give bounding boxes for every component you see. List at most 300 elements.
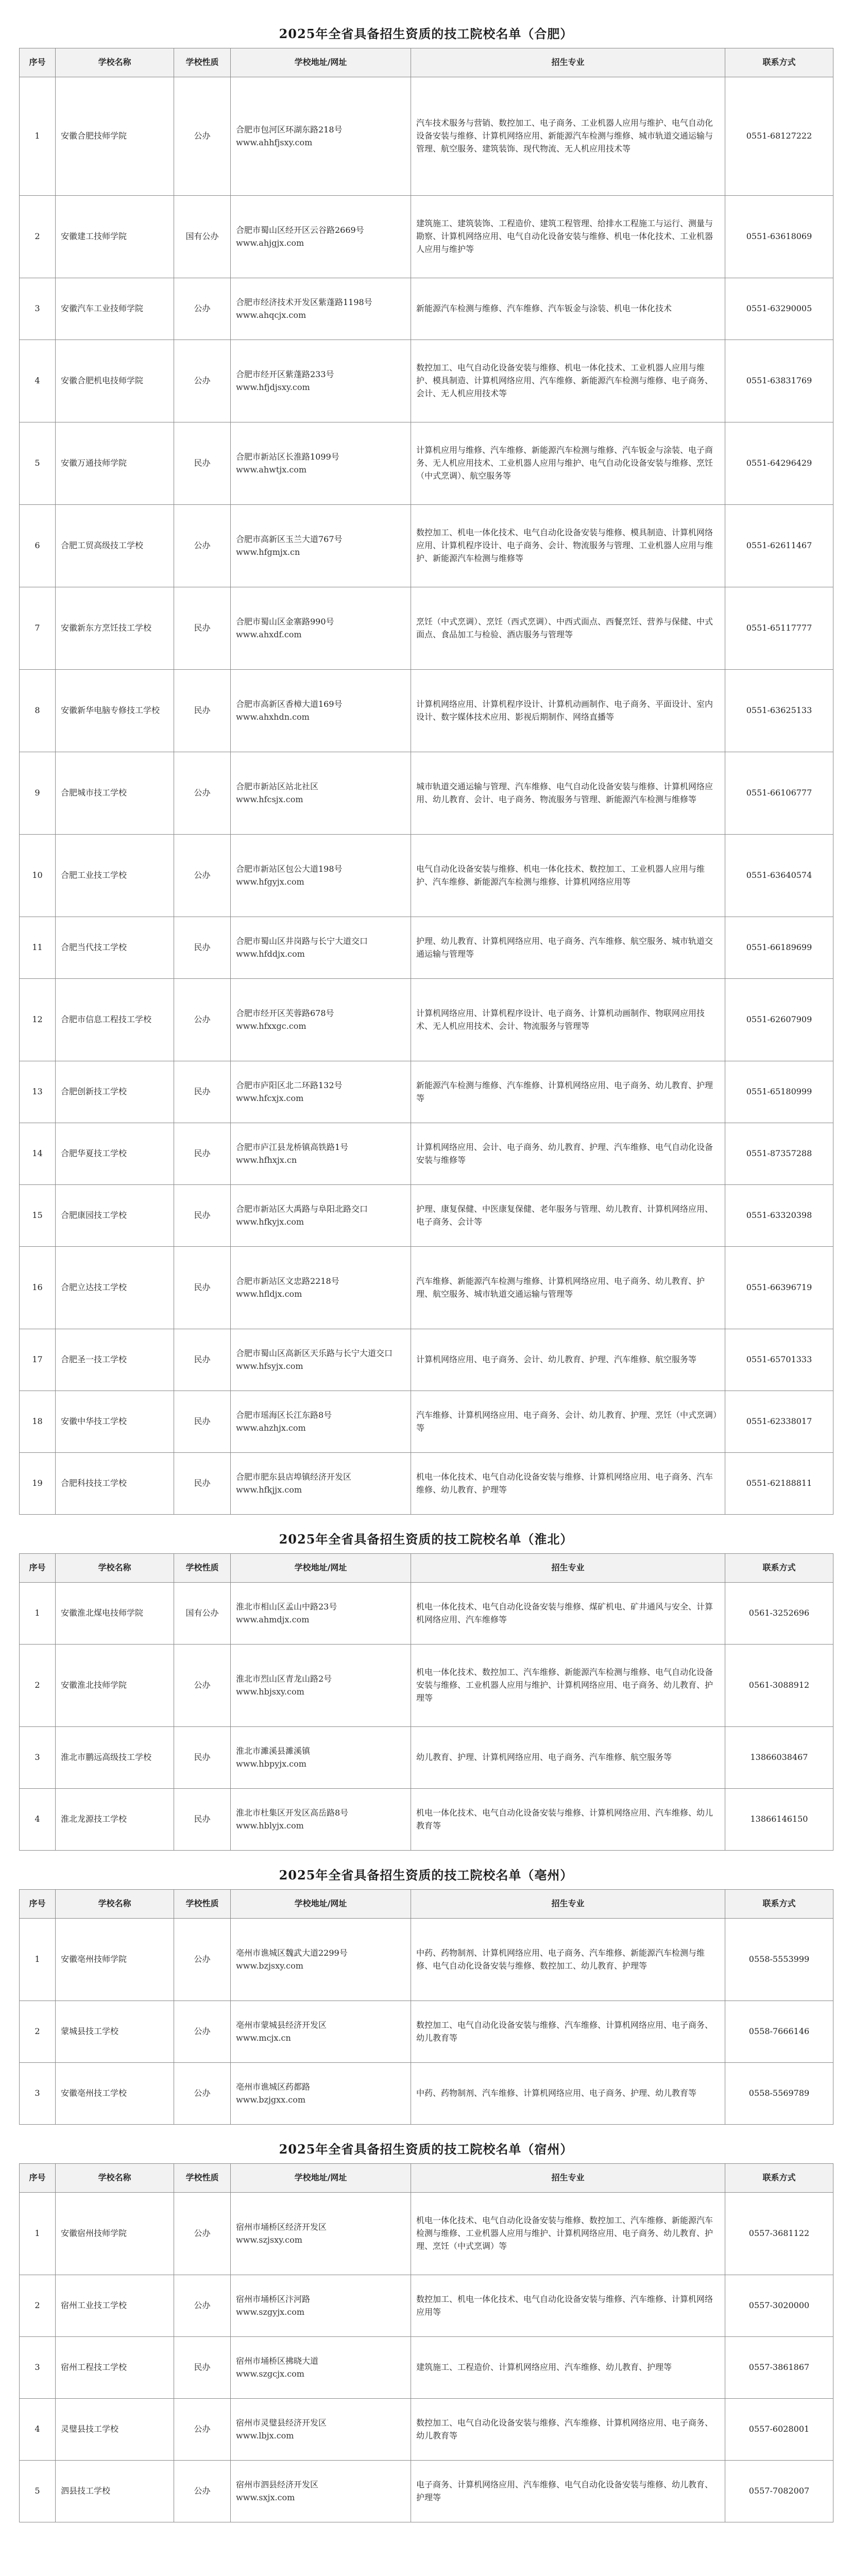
school-website-link[interactable]: www.ahzhjx.com — [236, 1422, 306, 1433]
school-address: 亳州市谯城区魏武大道2299号 — [236, 1947, 348, 1958]
school-website-link[interactable]: www.bzjsxy.com — [236, 1960, 303, 1971]
row-number: 18 — [20, 1391, 56, 1453]
school-website-link[interactable]: www.sxjx.com — [236, 2492, 295, 2502]
header-majors: 招生专业 — [411, 48, 725, 77]
school-nature: 民办 — [174, 422, 231, 505]
school-contact: 0551-63320398 — [725, 1185, 833, 1247]
school-website-link[interactable]: www.ahhfjsxy.com — [236, 137, 313, 147]
row-number: 7 — [20, 587, 56, 670]
school-website-link[interactable]: www.hfjdjsxy.com — [236, 382, 310, 392]
table-row — [20, 1453, 833, 1515]
school-table — [19, 48, 833, 1515]
school-address-cell — [231, 278, 411, 340]
school-nature: 民办 — [174, 2337, 231, 2399]
school-website-link[interactable]: www.hfddjx.com — [236, 948, 305, 959]
school-address: 合肥市瑶海区长江东路8号 — [236, 1410, 332, 1420]
school-nature: 民办 — [174, 1247, 231, 1329]
table-row — [20, 1061, 833, 1123]
header-no: 序号 — [20, 2164, 56, 2193]
row-number: 8 — [20, 670, 56, 752]
table-row — [20, 1919, 833, 2001]
school-name: 安徽合肥技师学院 — [56, 77, 174, 196]
school-contact: 0551-66106777 — [725, 752, 833, 835]
table-row — [20, 1645, 833, 1727]
school-majors: 计算机网络应用、电子商务、会计、幼儿教育、护理、汽车维修、航空服务等 — [411, 1329, 725, 1391]
school-address: 合肥市新站区长淮路1099号 — [236, 451, 339, 462]
school-website-link[interactable]: www.hfkjjx.com — [236, 1484, 302, 1495]
school-majors: 数控加工、电气自动化设备安装与维修、汽车维修、计算机网络应用、电子商务、幼儿教育等 — [411, 2399, 725, 2461]
table-row — [20, 1247, 833, 1329]
school-address: 合肥市新站区站北社区 — [236, 781, 319, 791]
school-address-cell — [231, 670, 411, 752]
school-majors: 汽车维修、计算机网络应用、电子商务、会计、幼儿教育、护理、烹饪（中式烹调）等 — [411, 1391, 725, 1453]
school-name: 安徽淮北技师学院 — [56, 1645, 174, 1727]
school-contact: 0557-6028001 — [725, 2399, 833, 2461]
row-number: 15 — [20, 1185, 56, 1247]
school-address-cell — [231, 1391, 411, 1453]
school-majors: 机电一体化技术、电气自动化设备安装与维修、计算机网络应用、汽车维修、幼儿教育等 — [411, 1789, 725, 1851]
school-majors: 数控加工、电气自动化设备安装与维修、机电一体化技术、工业机器人应用与维护、模具制造、计算机网络应用、汽车维修、新能源汽车检测与维修、电子商务、会计、无人机应用技术等 — [411, 340, 725, 422]
city-section — [19, 2132, 833, 2522]
school-nature: 民办 — [174, 1391, 231, 1453]
row-number: 6 — [20, 505, 56, 587]
school-website-link[interactable]: www.hfcsjx.com — [236, 794, 303, 804]
school-majors: 数控加工、机电一体化技术、电气自动化设备安装与维修、汽车维修、计算机网络应用等 — [411, 2275, 725, 2337]
header-row — [20, 48, 833, 77]
school-nature: 民办 — [174, 1453, 231, 1515]
school-address: 合肥市蜀山区经开区云谷路2669号 — [236, 225, 364, 235]
school-name: 安徽亳州技工学校 — [56, 2063, 174, 2125]
row-number: 3 — [20, 2337, 56, 2399]
school-majors: 数控加工、电气自动化设备安装与维修、汽车维修、计算机网络应用、电子商务、幼儿教育等 — [411, 2001, 725, 2063]
school-website-link[interactable]: www.lbjx.com — [236, 2430, 294, 2441]
school-website-link[interactable]: www.hfgyjx.com — [236, 876, 304, 887]
school-majors: 机电一体化技术、电气自动化设备安装与维修、数控加工、汽车维修、新能源汽车检测与维修、工业机器人应用与维护、计算机网络应用、电子商务、幼儿教育、护理、烹饪（中式烹调）等 — [411, 2193, 725, 2275]
school-website-link[interactable]: www.hbjsxy.com — [236, 1686, 304, 1697]
row-number: 12 — [20, 979, 56, 1061]
header-school-name: 学校名称 — [56, 48, 174, 77]
header-row — [20, 1554, 833, 1583]
table-row — [20, 2461, 833, 2522]
school-address-cell — [231, 1645, 411, 1727]
school-address: 合肥市庐阳区北二环路132号 — [236, 1080, 343, 1090]
row-number: 1 — [20, 1919, 56, 2001]
school-name: 安徽宿州技师学院 — [56, 2193, 174, 2275]
school-name: 淮北市鹏远高级技工学校 — [56, 1727, 174, 1789]
school-nature: 民办 — [174, 1329, 231, 1391]
school-nature: 公办 — [174, 1645, 231, 1727]
school-contact: 0551-63290005 — [725, 278, 833, 340]
header-address: 学校地址/网址 — [231, 2164, 411, 2193]
school-address-cell — [231, 2337, 411, 2399]
city-section — [19, 1858, 833, 2125]
header-contact: 联系方式 — [725, 48, 833, 77]
header-contact: 联系方式 — [725, 1554, 833, 1583]
table-row — [20, 278, 833, 340]
school-website-link[interactable]: www.hfkyjx.com — [236, 1216, 304, 1227]
school-majors: 护理、幼儿教育、计算机网络应用、电子商务、汽车维修、航空服务、城市轨道交通运输与管理等 — [411, 917, 725, 979]
school-contact: 0551-64296429 — [725, 422, 833, 505]
school-name: 合肥市信息工程技工学校 — [56, 979, 174, 1061]
school-address: 合肥市新站区包公大道198号 — [236, 863, 343, 874]
school-website-link[interactable]: www.hfcxjx.com — [236, 1093, 304, 1103]
table-row — [20, 1329, 833, 1391]
header-school-nature: 学校性质 — [174, 48, 231, 77]
school-name: 安徽新华电脑专修技工学校 — [56, 670, 174, 752]
header-row — [20, 1890, 833, 1919]
table-row — [20, 505, 833, 587]
header-address: 学校地址/网址 — [231, 1554, 411, 1583]
table-row — [20, 2001, 833, 2063]
school-nature: 公办 — [174, 77, 231, 196]
header-school-nature: 学校性质 — [174, 1890, 231, 1919]
table-row — [20, 979, 833, 1061]
school-contact: 13866038467 — [725, 1727, 833, 1789]
school-contact: 0551-63625133 — [725, 670, 833, 752]
school-website-link[interactable]: www.hfhxjx.cn — [236, 1155, 297, 1165]
school-name: 合肥圣一技工学校 — [56, 1329, 174, 1391]
table-row — [20, 2337, 833, 2399]
school-name: 合肥康园技工学校 — [56, 1185, 174, 1247]
school-contact: 0557-7082007 — [725, 2461, 833, 2522]
school-address-cell — [231, 422, 411, 505]
school-address: 宿州市泗县经济开发区 — [236, 2479, 319, 2489]
row-number: 16 — [20, 1247, 56, 1329]
school-name: 安徽万通技师学院 — [56, 422, 174, 505]
school-nature: 民办 — [174, 1123, 231, 1185]
school-nature: 公办 — [174, 2001, 231, 2063]
school-name: 宿州工程技工学校 — [56, 2337, 174, 2399]
school-nature: 民办 — [174, 587, 231, 670]
table-row — [20, 1727, 833, 1789]
school-nature: 公办 — [174, 979, 231, 1061]
school-address: 淮北市烈山区青龙山路2号 — [236, 1673, 332, 1684]
header-no: 序号 — [20, 48, 56, 77]
school-majors: 计算机网络应用、计算机程序设计、计算机动画制作、电子商务、平面设计、室内设计、数字媒体技术应用、影视后期制作、网络直播等 — [411, 670, 725, 752]
school-address: 合肥市高新区香樟大道169号 — [236, 699, 343, 709]
school-name: 灵璧县技工学校 — [56, 2399, 174, 2461]
school-contact: 0558-5553999 — [725, 1919, 833, 2001]
school-website-link[interactable]: www.hfldjx.com — [236, 1289, 302, 1299]
school-address-cell — [231, 1185, 411, 1247]
school-address-cell — [231, 77, 411, 196]
school-address-cell — [231, 1123, 411, 1185]
school-address: 合肥市新站区大禹路与阜阳北路交口 — [236, 1204, 368, 1214]
school-address: 宿州市埇桥区经济开发区 — [236, 2222, 327, 2232]
school-name: 安徽新东方烹饪技工学校 — [56, 587, 174, 670]
school-name: 安徽淮北煤电技师学院 — [56, 1583, 174, 1645]
school-website-link[interactable]: www.ahjgjx.com — [236, 238, 304, 248]
header-no: 序号 — [20, 1554, 56, 1583]
school-contact: 0561-3088912 — [725, 1645, 833, 1727]
row-number: 2 — [20, 196, 56, 278]
school-majors: 建筑施工、建筑装饰、工程造价、建筑工程管理、给排水工程施工与运行、测量与勘察、计算机网络应用、电气自动化设备安装与维修、机电一体化技术、工业机器人应用与维护等 — [411, 196, 725, 278]
school-contact: 13866146150 — [725, 1789, 833, 1851]
school-contact: 0551-63831769 — [725, 340, 833, 422]
school-nature: 公办 — [174, 2275, 231, 2337]
school-contact: 0558-7666146 — [725, 2001, 833, 2063]
table-row — [20, 917, 833, 979]
school-address: 合肥市经济技术开发区紫蓬路1198号 — [236, 297, 372, 307]
row-number: 4 — [20, 1789, 56, 1851]
school-address-cell — [231, 979, 411, 1061]
school-address-cell — [231, 1453, 411, 1515]
school-website-link[interactable]: www.ahxdf.com — [236, 629, 302, 639]
school-website-link[interactable]: www.ahwtjx.com — [236, 464, 307, 474]
school-address: 合肥市经开区芙蓉路678号 — [236, 1008, 334, 1018]
school-address-cell — [231, 835, 411, 917]
school-name: 安徽中华技工学校 — [56, 1391, 174, 1453]
school-address-cell — [231, 587, 411, 670]
school-nature: 公办 — [174, 2461, 231, 2522]
table-row — [20, 422, 833, 505]
row-number: 10 — [20, 835, 56, 917]
section-title: 2025年全省具备招生资质的技工院校名单（亳州） — [279, 1868, 573, 1883]
school-address-cell — [231, 1583, 411, 1645]
school-contact: 0557-3020000 — [725, 2275, 833, 2337]
school-address-cell — [231, 752, 411, 835]
school-website-link[interactable]: www.hbpyjx.com — [236, 1758, 306, 1769]
school-address: 合肥市蜀山区金寨路990号 — [236, 616, 334, 626]
school-contact: 0551-62188811 — [725, 1453, 833, 1515]
school-majors: 烹饪（中式烹调）、烹饪（西式烹调）、中西式面点、西餐烹饪、营养与保健、中式面点、食品加工与检验、酒店服务与管理等 — [411, 587, 725, 670]
school-majors: 新能源汽车检测与维修、汽车维修、汽车钣金与涂装、机电一体化技术 — [411, 278, 725, 340]
school-nature: 公办 — [174, 505, 231, 587]
school-address: 淮北市濉溪县濉溪镇 — [236, 1745, 311, 1756]
school-majors: 计算机网络应用、计算机程序设计、电子商务、计算机动画制作、物联网应用技术、无人机应用技术、会计、物流服务与管理等 — [411, 979, 725, 1061]
section-title: 2025年全省具备招生资质的技工院校名单（合肥） — [279, 26, 573, 41]
school-name: 合肥立达技工学校 — [56, 1247, 174, 1329]
school-name: 安徽亳州技师学院 — [56, 1919, 174, 2001]
school-website-link[interactable]: www.mcjx.cn — [236, 2032, 291, 2043]
header-school-name: 学校名称 — [56, 2164, 174, 2193]
header-address: 学校地址/网址 — [231, 48, 411, 77]
header-row — [20, 2164, 833, 2193]
school-nature: 公办 — [174, 752, 231, 835]
school-contact: 0557-3861867 — [725, 2337, 833, 2399]
school-address-cell — [231, 340, 411, 422]
school-majors: 电气自动化设备安装与维修、机电一体化技术、数控加工、工业机器人应用与维护、汽车维修、新能源汽车检测与维修、计算机网络应用等 — [411, 835, 725, 917]
row-number: 17 — [20, 1329, 56, 1391]
row-number: 3 — [20, 278, 56, 340]
school-website-link[interactable]: www.szjsxy.com — [236, 2234, 302, 2245]
table-row — [20, 2193, 833, 2275]
row-number: 9 — [20, 752, 56, 835]
section-title: 2025年全省具备招生资质的技工院校名单（宿州） — [279, 2142, 573, 2157]
school-website-link[interactable]: www.ahqcjx.com — [236, 310, 306, 320]
school-majors: 汽车维修、新能源汽车检测与维修、计算机网络应用、电子商务、幼儿教育、护理、航空服务、城市轨道交通运输与管理等 — [411, 1247, 725, 1329]
header-no: 序号 — [20, 1890, 56, 1919]
school-website-link[interactable]: www.hfsyjx.com — [236, 1361, 303, 1371]
table-row — [20, 1123, 833, 1185]
school-address-cell — [231, 917, 411, 979]
table-row — [20, 2063, 833, 2125]
school-majors: 机电一体化技术、电气自动化设备安装与维修、计算机网络应用、电子商务、汽车维修、幼儿教育、护理等 — [411, 1453, 725, 1515]
school-address: 亳州市蒙城县经济开发区 — [236, 2020, 327, 2030]
school-name: 安徽合肥机电技师学院 — [56, 340, 174, 422]
school-address-cell — [231, 505, 411, 587]
school-contact: 0551-63618069 — [725, 196, 833, 278]
school-nature: 民办 — [174, 1789, 231, 1851]
school-address-cell — [231, 2193, 411, 2275]
school-majors: 电子商务、计算机网络应用、汽车维修、电气自动化设备安装与维修、幼儿教育、护理等 — [411, 2461, 725, 2522]
school-majors: 护理、康复保健、中医康复保健、老年服务与管理、幼儿教育、计算机网络应用、电子商务、会计等 — [411, 1185, 725, 1247]
school-contact: 0557-3681122 — [725, 2193, 833, 2275]
school-nature: 公办 — [174, 835, 231, 917]
school-name: 淮北龙源技工学校 — [56, 1789, 174, 1851]
header-school-nature: 学校性质 — [174, 1554, 231, 1583]
row-number: 13 — [20, 1061, 56, 1123]
header-school-nature: 学校性质 — [174, 2164, 231, 2193]
document-page — [19, 0, 833, 2537]
school-contact: 0551-62607909 — [725, 979, 833, 1061]
school-website-link[interactable]: www.bzjgxx.com — [236, 2094, 306, 2105]
school-majors: 幼儿教育、护理、计算机网络应用、电子商务、汽车维修、航空服务等 — [411, 1727, 725, 1789]
school-website-link[interactable]: www.szgyjx.com — [236, 2307, 305, 2317]
header-majors: 招生专业 — [411, 2164, 725, 2193]
school-address-cell — [231, 2001, 411, 2063]
school-name: 安徽汽车工业技师学院 — [56, 278, 174, 340]
row-number: 1 — [20, 77, 56, 196]
school-address-cell — [231, 2275, 411, 2337]
school-majors: 机电一体化技术、电气自动化设备安装与维修、煤矿机电、矿井通风与安全、计算机网络应用、汽车维修等 — [411, 1583, 725, 1645]
school-address-cell — [231, 1789, 411, 1851]
school-nature: 公办 — [174, 340, 231, 422]
school-name: 合肥华夏技工学校 — [56, 1123, 174, 1185]
school-website-link[interactable]: www.ahmdjx.com — [236, 1614, 310, 1624]
school-address-cell — [231, 2399, 411, 2461]
school-table — [19, 2163, 833, 2522]
school-contact: 0551-63640574 — [725, 835, 833, 917]
school-contact: 0551-66396719 — [725, 1247, 833, 1329]
school-name: 合肥创新技工学校 — [56, 1061, 174, 1123]
school-contact: 0551-68127222 — [725, 77, 833, 196]
school-address: 淮北市杜集区开发区高岳路8号 — [236, 1807, 349, 1818]
school-address: 淮北市相山区孟山中路23号 — [236, 1601, 337, 1612]
school-website-link[interactable]: www.hfgmjx.cn — [236, 547, 300, 557]
school-name: 蒙城县技工学校 — [56, 2001, 174, 2063]
school-contact: 0551-65180999 — [725, 1061, 833, 1123]
school-nature: 公办 — [174, 2193, 231, 2275]
table-row — [20, 752, 833, 835]
table-row — [20, 2399, 833, 2461]
school-name: 安徽建工技师学院 — [56, 196, 174, 278]
row-number: 1 — [20, 2193, 56, 2275]
school-nature: 公办 — [174, 278, 231, 340]
school-name: 合肥城市技工学校 — [56, 752, 174, 835]
school-address-cell — [231, 1247, 411, 1329]
table-row — [20, 77, 833, 196]
school-address: 合肥市经开区紫蓬路233号 — [236, 369, 334, 379]
row-number: 2 — [20, 1645, 56, 1727]
school-address: 合肥市庐江县龙桥镇高铁路1号 — [236, 1142, 349, 1152]
school-address: 宿州市埇桥区汴河路 — [236, 2294, 311, 2304]
header-school-name: 学校名称 — [56, 1890, 174, 1919]
school-contact: 0561-3252696 — [725, 1583, 833, 1645]
table-row — [20, 1583, 833, 1645]
school-address: 合肥市高新区玉兰大道767号 — [236, 534, 343, 544]
school-nature: 民办 — [174, 917, 231, 979]
table-row — [20, 670, 833, 752]
table-row — [20, 1789, 833, 1851]
city-section — [19, 16, 833, 1515]
school-contact: 0551-87357288 — [725, 1123, 833, 1185]
school-nature: 公办 — [174, 2399, 231, 2461]
row-number: 14 — [20, 1123, 56, 1185]
school-majors: 中药、药物制剂、计算机网络应用、电子商务、汽车维修、新能源汽车检测与维修、电气自动化设备安装与维修、数控加工、幼儿教育、护理等 — [411, 1919, 725, 2001]
school-address: 合肥市蜀山区高新区天乐路与长宁大道交口 — [236, 1348, 393, 1358]
table-row — [20, 340, 833, 422]
school-majors: 汽车技术服务与营销、数控加工、电子商务、工业机器人应用与维护、电气自动化设备安装与维修、计算机网络应用、新能源汽车检测与维修、城市轨道交通运输与管理、航空服务、建筑装饰、现代物流、无人机应用技术等 — [411, 77, 725, 196]
row-number: 2 — [20, 2001, 56, 2063]
school-nature: 民办 — [174, 1061, 231, 1123]
school-contact: 0551-66189699 — [725, 917, 833, 979]
table-row — [20, 1185, 833, 1247]
header-majors: 招生专业 — [411, 1554, 725, 1583]
row-number: 4 — [20, 340, 56, 422]
school-majors: 中药、药物制剂、汽车维修、计算机网络应用、电子商务、护理、幼儿教育等 — [411, 2063, 725, 2125]
school-name: 泗县技工学校 — [56, 2461, 174, 2522]
school-nature: 民办 — [174, 1185, 231, 1247]
row-number: 1 — [20, 1583, 56, 1645]
header-majors: 招生专业 — [411, 1890, 725, 1919]
school-name: 合肥科技技工学校 — [56, 1453, 174, 1515]
school-address: 亳州市谯城区药都路 — [236, 2081, 311, 2092]
school-table — [19, 1889, 833, 2125]
row-number: 2 — [20, 2275, 56, 2337]
school-majors: 计算机网络应用、会计、电子商务、幼儿教育、护理、汽车维修、电气自动化设备安装与维修等 — [411, 1123, 725, 1185]
row-number: 11 — [20, 917, 56, 979]
school-address-cell — [231, 2461, 411, 2522]
school-address-cell — [231, 1727, 411, 1789]
school-name: 宿州工业技工学校 — [56, 2275, 174, 2337]
school-address: 合肥市肥东县店埠镇经济开发区 — [236, 1471, 352, 1482]
row-number: 19 — [20, 1453, 56, 1515]
school-table — [19, 1553, 833, 1851]
section-title: 2025年全省具备招生资质的技工院校名单（淮北） — [279, 1532, 573, 1547]
school-majors: 计算机应用与维修、汽车维修、新能源汽车检测与维修、汽车钣金与涂装、电子商务、无人机应用技术、工业机器人应用与维护、电气自动化设备安装与维修、烹饪（中式烹调）、航空服务等 — [411, 422, 725, 505]
school-address-cell — [231, 1329, 411, 1391]
school-nature: 国有公办 — [174, 196, 231, 278]
school-address: 宿州市灵璧县经济开发区 — [236, 2417, 327, 2428]
school-contact: 0558-5569789 — [725, 2063, 833, 2125]
school-contact: 0551-65117777 — [725, 587, 833, 670]
table-row — [20, 2275, 833, 2337]
header-contact: 联系方式 — [725, 2164, 833, 2193]
school-address: 合肥市蜀山区井岗路与长宁大道交口 — [236, 936, 368, 946]
school-majors: 城市轨道交通运输与管理、汽车维修、电气自动化设备安装与维修、计算机网络应用、幼儿教育、会计、电子商务、物流服务与管理、新能源汽车检测与维修等 — [411, 752, 725, 835]
school-nature: 民办 — [174, 670, 231, 752]
school-website-link[interactable]: www.hfxxgc.com — [236, 1021, 306, 1031]
school-contact: 0551-65701333 — [725, 1329, 833, 1391]
school-website-link[interactable]: www.ahxhdn.com — [236, 711, 310, 722]
header-contact: 联系方式 — [725, 1890, 833, 1919]
school-nature: 民办 — [174, 1727, 231, 1789]
table-row — [20, 1391, 833, 1453]
row-number: 3 — [20, 2063, 56, 2125]
header-school-name: 学校名称 — [56, 1554, 174, 1583]
school-website-link[interactable]: www.hblyjx.com — [236, 1820, 304, 1831]
school-address-cell — [231, 1061, 411, 1123]
school-address: 合肥市包河区环湖东路218号 — [236, 124, 343, 134]
table-row — [20, 835, 833, 917]
school-address: 合肥市新站区文忠路2218号 — [236, 1276, 339, 1286]
school-name: 合肥工贸高级技工学校 — [56, 505, 174, 587]
school-majors: 机电一体化技术、数控加工、汽车维修、新能源汽车检测与维修、电气自动化设备安装与维修、工业机器人应用与维护、计算机网络应用、电子商务、幼儿教育、护理等 — [411, 1645, 725, 1727]
school-address-cell — [231, 2063, 411, 2125]
school-contact: 0551-62611467 — [725, 505, 833, 587]
school-website-link[interactable]: www.szgcjx.com — [236, 2368, 304, 2379]
